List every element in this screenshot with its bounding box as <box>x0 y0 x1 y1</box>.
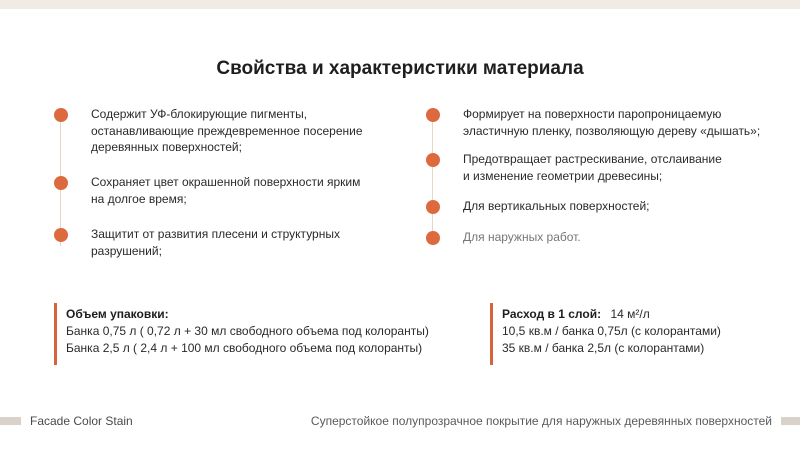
bullet-dot-icon <box>426 108 440 122</box>
footer-tagline: Суперстойкое полупрозрачное покрытие для наружных деревянных поверхностей <box>310 414 772 428</box>
bullet-dot-icon <box>54 108 68 122</box>
consumption-line: 35 кв.м / банка 2,5л (с колорантами) <box>502 341 705 355</box>
consumption-line: 10,5 кв.м / банка 0,75л (с колорантами) <box>502 324 721 338</box>
features-right-list <box>426 100 776 260</box>
list-item-line: на долгое время; <box>91 191 187 206</box>
list-item-line: Содержит УФ-блокирующие пигменты, <box>91 107 308 121</box>
consumption-label: Расход в 1 слой: <box>502 307 602 321</box>
list-item-line: останавливающие преждевременное посерение <box>91 123 363 138</box>
bullet-dot-icon <box>426 200 440 214</box>
list-item-line: Защитит от развития плесени и структурных <box>91 227 340 241</box>
list-item-line: и изменение геометрии древесины; <box>463 168 663 183</box>
page-title: Свойства и характеристики материала <box>216 58 584 79</box>
list-item-line: Для вертикальных поверхностей; <box>463 199 650 213</box>
packaging-accent-bar <box>54 303 57 365</box>
footer-left-bar <box>0 417 21 425</box>
top-band <box>0 0 800 9</box>
list-item-line: Для наружных работ. <box>463 230 581 244</box>
packaging-line: Банка 0,75 л ( 0,72 л + 30 мл свободного объема под колоранты) <box>66 324 429 338</box>
consumption-info <box>502 306 721 357</box>
consumption-value: 14 м²/л <box>610 307 650 321</box>
bullet-dot-icon <box>54 228 68 242</box>
list-item-line: Сохраняет цвет окрашенной поверхности ярким <box>91 175 361 189</box>
list-item-line: Предотвращает растрескивание, отслаивание <box>463 152 722 166</box>
bullet-dot-icon <box>426 153 440 167</box>
packaging-line: Банка 2,5 л ( 2,4 л + 100 мл свободного объема под колоранты) <box>66 341 423 355</box>
timeline-line <box>432 110 433 240</box>
list-item-line: разрушений; <box>91 243 162 258</box>
footer-brand: Facade Color Stain <box>30 414 133 428</box>
consumption-accent-bar <box>490 303 493 365</box>
packaging-info <box>66 306 429 357</box>
list-item-line: эластичную пленку, позволяющую дереву «дышать»; <box>463 123 761 138</box>
features-left-list <box>54 100 394 270</box>
bullet-dot-icon <box>426 231 440 245</box>
list-item-line: деревянных поверхностей; <box>91 140 242 154</box>
bullet-dot-icon <box>54 176 68 190</box>
footer-right-bar <box>781 417 800 425</box>
packaging-label: Объем упаковки: <box>66 307 169 321</box>
list-item-line: Формирует на поверхности паропроницаемую <box>463 107 722 121</box>
